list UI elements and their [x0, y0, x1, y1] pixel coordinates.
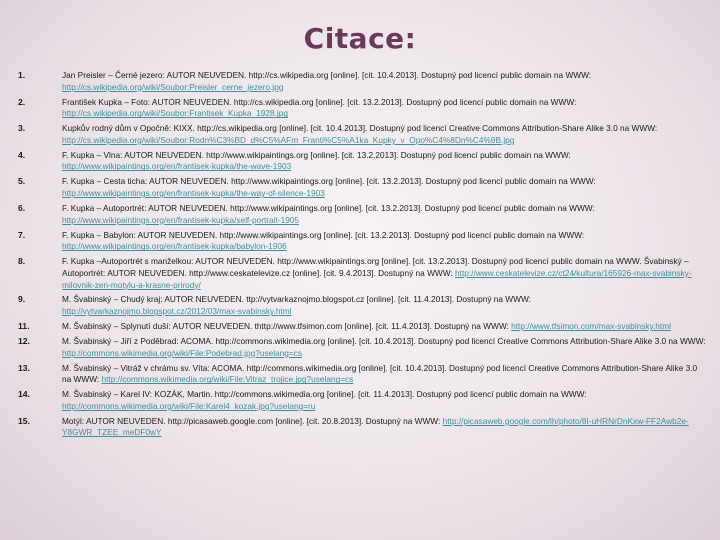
citation-link[interactable]: http://cs.wikipedia.org/wiki/Soubor:Frantisek_Kupka_1928.jpg — [62, 108, 288, 119]
citation-item — [18, 336, 708, 359]
citation-item — [18, 70, 708, 93]
citation-item — [18, 389, 708, 412]
citation-text: M. Švabinský – Vitráž v chrámu sv. Víta: ACOMA. http://commons.wikimedia.org [online]. [cit. 10.4.2013]. Dostupný pod licencí Creative Commons Attribution-Share Alike 3.0 na WWW: — [62, 362, 698, 385]
citation-number: 2. — [18, 96, 26, 107]
citation-text: M. Švabinský – Chudý kraj: AUTOR NEUVEDEN. ttp://vytvarkaznojmo.blogspot.cz [online]. [cit. 11.4.2013]. Dostupný na WWW: — [62, 294, 531, 305]
citation-link[interactable]: http://www.tfsimon.com/max-svabinsky.html — [511, 321, 671, 332]
citation-text: F. Kupka – Babylon: AUTOR NEUVEDEN. http://www.wikipaintings.org [online]. [cit. 13.2.2013]. Dostupný pod licencí public domain na WWW: — [62, 229, 585, 240]
citation-text: F. Kupka – Vlna: AUTOR NEUVEDEN. http://www.wikipaintings.org [online]. [cit. 13.2.2013]. Dostupný pod licencí public domain na WWW: — [62, 149, 571, 160]
citation-number: 11. — [18, 321, 30, 332]
citation-text: M. Švabinský – Karel IV: KOZÁK, Martin. http://commons.wikimedia.org [online]. [cit. 11.4.2013]. Dostupný pod licencí public domain na WWW: — [62, 389, 587, 400]
page-title: Citace: — [303, 22, 417, 55]
citation-text: František Kupka – Foto: AUTOR NEUVEDEN. http://cs.wikipedia.org [online]. [cit. 13.2.2013]. Dostupný pod licencí public domain na WWW: — [62, 96, 577, 107]
citation-item — [18, 230, 708, 253]
citation-item — [18, 294, 708, 317]
citation-item — [18, 176, 708, 199]
citation-number: 3. — [18, 123, 26, 134]
citation-number: 13. — [18, 362, 30, 373]
citation-number: 6. — [18, 202, 26, 213]
citation-text: M. Švabinský – Jiří z Poděbrad: ACOMA. http://commons.wikimedia.org [online]. [cit. 10.4.2013]. Dostupný pod licencí Creative Commons Attribution-Share Alike 3.0 na WWW: — [62, 335, 706, 346]
citation-item — [18, 416, 708, 439]
citation-text: F. Kupka –Autoportrét s manželkou: AUTOR NEUVEDEN. http://www.wikipaintings.org [online]. [cit. 13.2.2013]. Dostupný pod licencí public domain na WWW. Švabinský – Autoportrét: AUTOR NEUVEDEN. http://www.ceskatelevize.cz [online]. [cit. 9.4.2013]. Dostupný na WWW: — [62, 256, 689, 278]
citation-link[interactable]: http://www.wikipaintings.org/en/frantisek-kupka/the-wave-1903 — [62, 161, 292, 172]
citation-item — [18, 363, 708, 386]
citation-item — [18, 97, 708, 120]
citation-number: 12. — [18, 335, 30, 346]
citation-text: Motýl: AUTOR NEUVEDEN. http://picasaweb.google.com [online]. [cit. 20.8.2013]. Dostupný na WWW: — [62, 415, 443, 426]
citation-link[interactable]: http://www.wikipaintings.org/en/frantisek-kupka/self-portrait-1905 — [62, 214, 300, 225]
citation-number: 8. — [18, 256, 26, 267]
citation-item — [18, 203, 708, 226]
citation-link[interactable]: http://commons.wikimedia.org/wiki/File:Podebrad.jpg?uselang=cs — [62, 347, 303, 358]
citation-item — [18, 150, 708, 173]
citation-link[interactable]: http://vytvarkaznojmo.blogspot.cz/2012/03/max-svabinsky.html — [62, 306, 292, 317]
citation-item — [18, 256, 708, 291]
citation-list — [18, 70, 708, 442]
citation-number: 15. — [18, 415, 30, 426]
citation-link[interactable]: http://cs.wikipedia.org/wiki/Soubor:Rodn%C3%BD_d%C5%AFm_Franti%C5%A1ka_Kupky_v_Opo%C4%8Dn%C4%9B.jpg — [62, 134, 515, 145]
citation-link[interactable]: http://commons.wikimedia.org/wiki/File:Karel4_kozak.jpg?uselang=ru — [62, 400, 316, 411]
citation-item — [18, 321, 708, 333]
citation-text: M. Švabinský – Splynutí duší: AUTOR NEUVEDEN. thttp://www.tfsimon.com [online]. [cit. 11.4.2013]. Dostupný na WWW: — [62, 321, 512, 332]
citation-number: 4. — [18, 149, 26, 160]
citation-number: 14. — [18, 389, 30, 400]
citation-link[interactable]: http://www.wikipaintings.org/en/frantisek-kupka/the-way-of-silence-1903 — [62, 188, 325, 199]
citation-link[interactable]: http://commons.wikimedia.org/wiki/File:Vitraz_trojice.jpg?uselang=cs — [101, 374, 354, 385]
citation-number: 1. — [18, 70, 26, 80]
citation-item — [18, 123, 708, 146]
citation-text: F. Kupka – Cesta ticha: AUTOR NEUVEDEN. http://www.wikipaintings.org [online]. [cit. 13.2.2013]. Dostupný pod licencí public domain na WWW: — [62, 176, 596, 187]
citation-number: 9. — [18, 294, 26, 305]
citation-text: Jan Preisler – Černé jezero: AUTOR NEUVEDEN. http://cs.wikipedia.org [online]. [cit. 10.4.2013]. Dostupný pod licencí public domain na WWW: — [62, 70, 592, 80]
citation-link[interactable]: http://www.wikipaintings.org/en/frantisek-kupka/babylon-1906 — [62, 241, 287, 252]
citation-link[interactable]: http://cs.wikipedia.org/wiki/Soubor:Preisler_cerne_jezero.jpg — [62, 81, 284, 92]
citation-link[interactable]: http://picasaweb.google.com/lh/photo/8I-uHRNrDnKxw-FF2Awb2e-Y8GWR_TZEE_meDF0wY — [62, 415, 689, 438]
citation-number: 7. — [18, 229, 26, 240]
citation-text: Kupkův rodný dům v Opočně: KIXX. http://cs.wikipedia.org [online]. [cit. 10.4.2013]. Dostupný pod licencí Creative Commons Attribution-Share Alike 3.0 na WWW: — [62, 123, 658, 134]
citation-text: F. Kupka – Autoportrét: AUTOR NEUVEDEN. http://www.wikipaintings.org [online]. [cit. 13.2.2013]. Dostupný pod licencí public domain na WWW: — [62, 202, 595, 213]
citation-number: 5. — [18, 176, 26, 187]
citation-link[interactable]: http://www.ceskatelevize.cz/ct24/kultura/165926-max-svabinsky-milovnik-zen-motylu-a-krasne-prirody/ — [62, 267, 692, 290]
